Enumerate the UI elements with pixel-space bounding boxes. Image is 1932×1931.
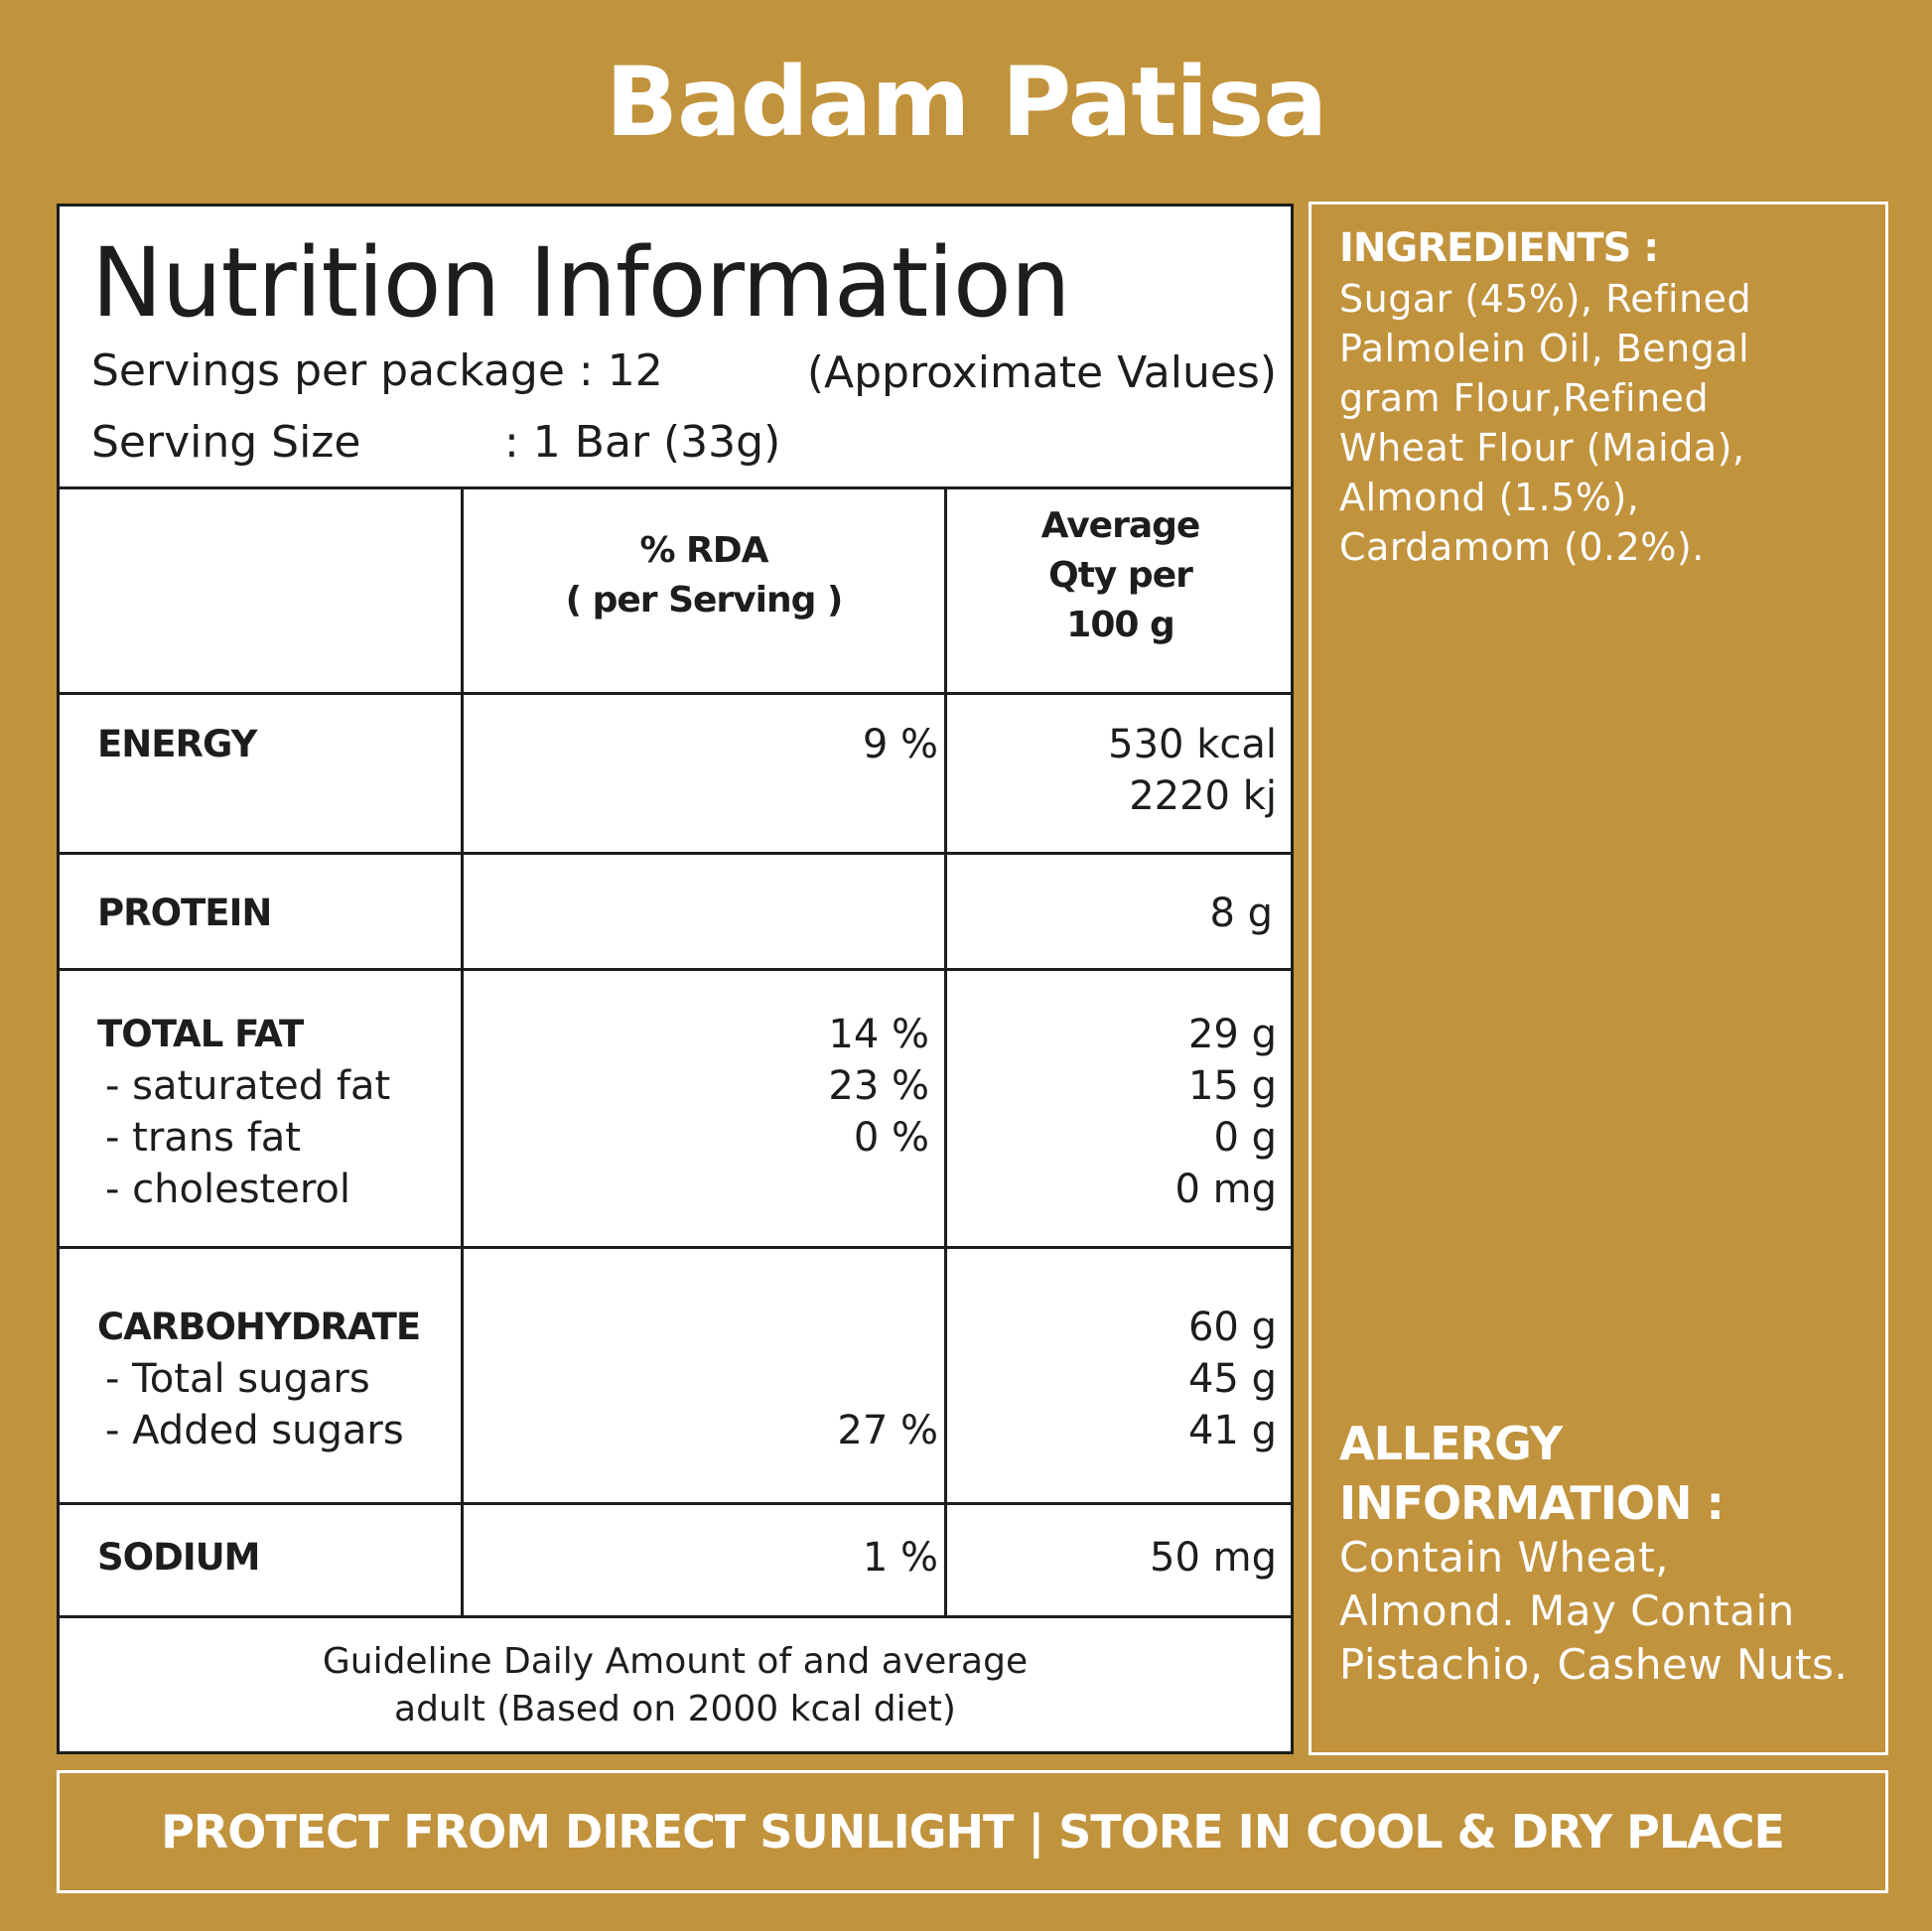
allergy-heading: ALLERGY INFORMATION :: [1339, 1417, 1724, 1530]
fat-qty-values: 29 g 15 g 0 g 0 mg: [1174, 1012, 1277, 1212]
saturated-fat-label: - saturated fat: [105, 1063, 391, 1109]
ingredients-allergy-panel: [1309, 202, 1888, 1755]
sodium-qty: 50 mg: [1150, 1535, 1277, 1581]
average-qty-column-header: Average Qty per 100 g: [1040, 505, 1200, 645]
fat-rda-values: 14 % 23 % 0 %: [828, 1012, 929, 1161]
protein-label: PROTEIN: [97, 892, 272, 934]
serving-size-label: Serving Size: [91, 417, 361, 468]
rda-column-header: % RDA ( per Serving ): [565, 530, 843, 621]
added-sugars-label: - Added sugars: [105, 1408, 404, 1453]
nutrition-heading: Nutrition Information: [91, 227, 1070, 339]
sodium-rda: 1 %: [862, 1535, 938, 1581]
column-divider-1: [461, 486, 464, 1618]
energy-rda: 9 %: [862, 722, 938, 767]
nutrition-panel: [57, 204, 1294, 1754]
table-top-rule: [60, 486, 1291, 489]
header-bottom-rule: [60, 692, 1291, 695]
sodium-label: SODIUM: [97, 1536, 260, 1579]
cholesterol-label: - cholesterol: [105, 1167, 350, 1212]
protein-qty: 8 g: [1209, 891, 1273, 936]
storage-instructions: PROTECT FROM DIRECT SUNLIGHT | STORE IN COOL & DRY PLACE: [57, 1770, 1888, 1893]
energy-label: ENERGY: [97, 723, 257, 765]
carbohydrate-label: CARBOHYDRATE - Total sugars - Added sugars: [97, 1302, 420, 1456]
column-divider-2: [944, 486, 947, 1618]
energy-qty: 530 kcal 2220 kj: [1108, 722, 1277, 819]
fat-bottom-rule: [60, 1246, 1291, 1249]
added-sugars-rda: 27 %: [837, 1408, 938, 1453]
protein-bottom-rule: [60, 968, 1291, 971]
rda-footnote: Guideline Daily Amount of and average adult (Based on 2000 kcal diet): [322, 1641, 1029, 1729]
energy-bottom-rule: [60, 852, 1291, 855]
total-fat-label: TOTAL FAT - saturated fat - trans fat - cholesterol: [97, 1009, 390, 1215]
ingredients-heading: INGREDIENTS :: [1339, 225, 1659, 271]
allergy-text: Contain Wheat, Almond. May Contain Pistachio, Cashew Nuts.: [1339, 1533, 1849, 1689]
ingredients-list: Sugar (45%), Refined Palmolein Oil, Bengal gram Flour,Refined Wheat Flour (Maida), Almond (1.5%), Cardamom (0.2%).: [1339, 277, 1752, 569]
product-title: Badam Patisa: [605, 47, 1327, 158]
trans-fat-label: - trans fat: [105, 1115, 301, 1161]
total-sugars-label: - Total sugars: [105, 1356, 370, 1402]
carbs-qty-values: 60 g 45 g 41 g: [1187, 1305, 1277, 1453]
servings-per-package: Servings per package : 12: [91, 345, 663, 396]
approximate-values-note: (Approximate Values): [806, 347, 1277, 398]
carbs-bottom-rule: [60, 1502, 1291, 1505]
sodium-bottom-rule: [60, 1615, 1291, 1618]
serving-size-value: : 1 Bar (33g): [504, 417, 781, 468]
